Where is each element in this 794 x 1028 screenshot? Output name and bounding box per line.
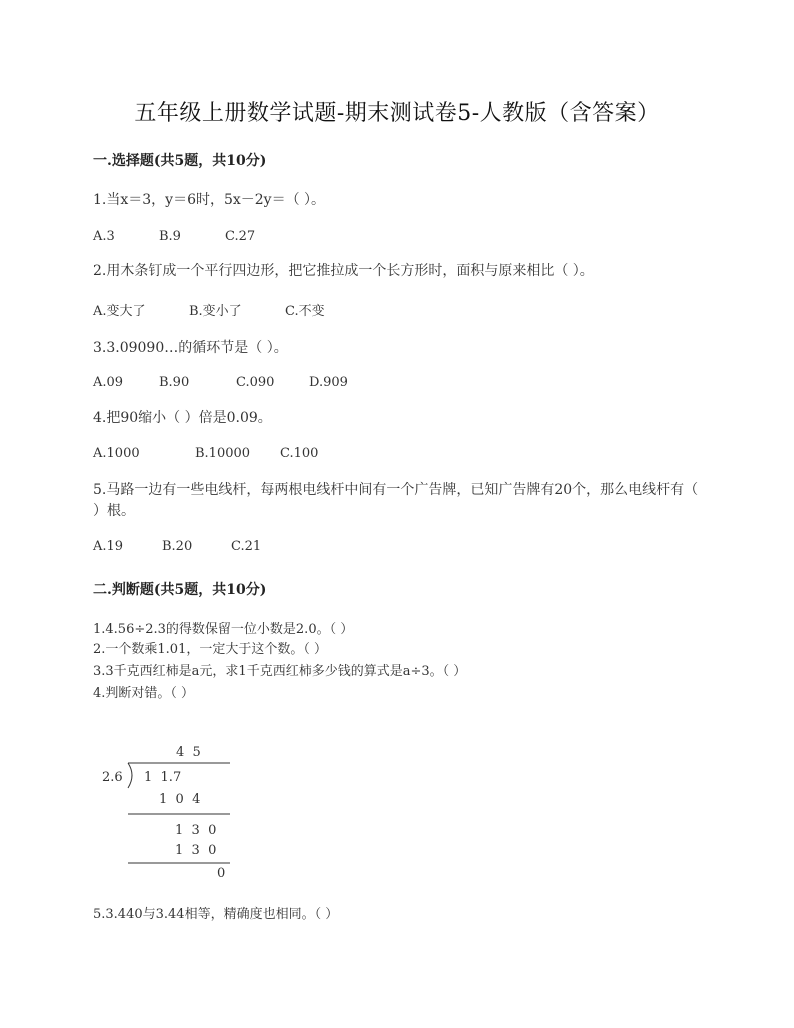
option: D.909	[309, 375, 348, 390]
judge-item-1: 1.4.56÷2.3的得数保留一位小数是2.0。（ ）	[93, 622, 354, 637]
question-5-options	[93, 539, 261, 554]
question-2: 2.用木条钉成一个平行四边形，把它推拉成一个长方形时，面积与原来相比（ ）。	[93, 263, 594, 279]
option: A.19	[93, 539, 124, 554]
division-dividend: 1 1.7	[144, 770, 182, 785]
division-quotient: 4 5	[176, 745, 201, 760]
option: A.1000	[93, 446, 140, 461]
option: A.3	[93, 229, 115, 244]
question-4-options	[93, 446, 318, 461]
question-5: 5.马路一边有一些电线杆，每两根电线杆中间有一个广告牌，已知广告牌有20个，那么电线杆有（ ）根。	[93, 482, 699, 519]
option: B.变小了	[189, 304, 242, 319]
option: B.9	[159, 229, 181, 244]
judge-item-5: 5.3.440与3.44相等，精确度也相同。（ ）	[93, 907, 339, 922]
option: C.21	[231, 539, 262, 554]
question-2-options	[93, 300, 325, 319]
section-heading-judge: 二.判断题(共5题，共10分)	[93, 582, 267, 598]
division-remainder: 0	[217, 866, 226, 881]
judge-item-2: 2.一个数乘1.01，一定大于这个数。（ ）	[93, 642, 327, 657]
option: C.27	[225, 229, 256, 244]
option: B.90	[159, 375, 190, 390]
division-divisor: 2.6	[102, 770, 123, 785]
option: C.100	[280, 446, 319, 461]
division-step-2: 1 3 0	[175, 823, 217, 838]
question-4: 4.把90缩小（ ）倍是0.09。	[93, 410, 272, 426]
long-division-svg	[90, 738, 250, 888]
judge-item-3: 3.3千克西红柿是a元，求1千克西红柿多少钱的算式是a÷3。（ ）	[93, 664, 467, 679]
option: B.20	[162, 539, 193, 554]
option: B.10000	[195, 446, 251, 461]
question-3-options	[93, 375, 348, 390]
question-1-options	[93, 229, 255, 244]
option: A.09	[93, 375, 124, 390]
question-3: 3.3.09090…的循环节是（ ）。	[93, 340, 288, 356]
long-division-figure	[90, 738, 250, 888]
division-step-1: 1 0 4	[159, 792, 201, 807]
option: C.不变	[285, 304, 325, 319]
option: C.090	[236, 375, 275, 390]
section-heading-choice: 一.选择题(共5题，共10分)	[93, 153, 267, 169]
division-bracket	[128, 763, 132, 788]
page-title: 五年级上册数学试题-期末测试卷5-人教版（含答案）	[134, 101, 660, 126]
judge-item-4: 4.判断对错。（ ）	[93, 686, 195, 701]
division-step-3: 1 3 0	[175, 843, 217, 858]
question-1: 1.当x＝3，y＝6时，5x－2y＝（ ）。	[93, 192, 326, 208]
option: A.变大了	[93, 304, 146, 319]
